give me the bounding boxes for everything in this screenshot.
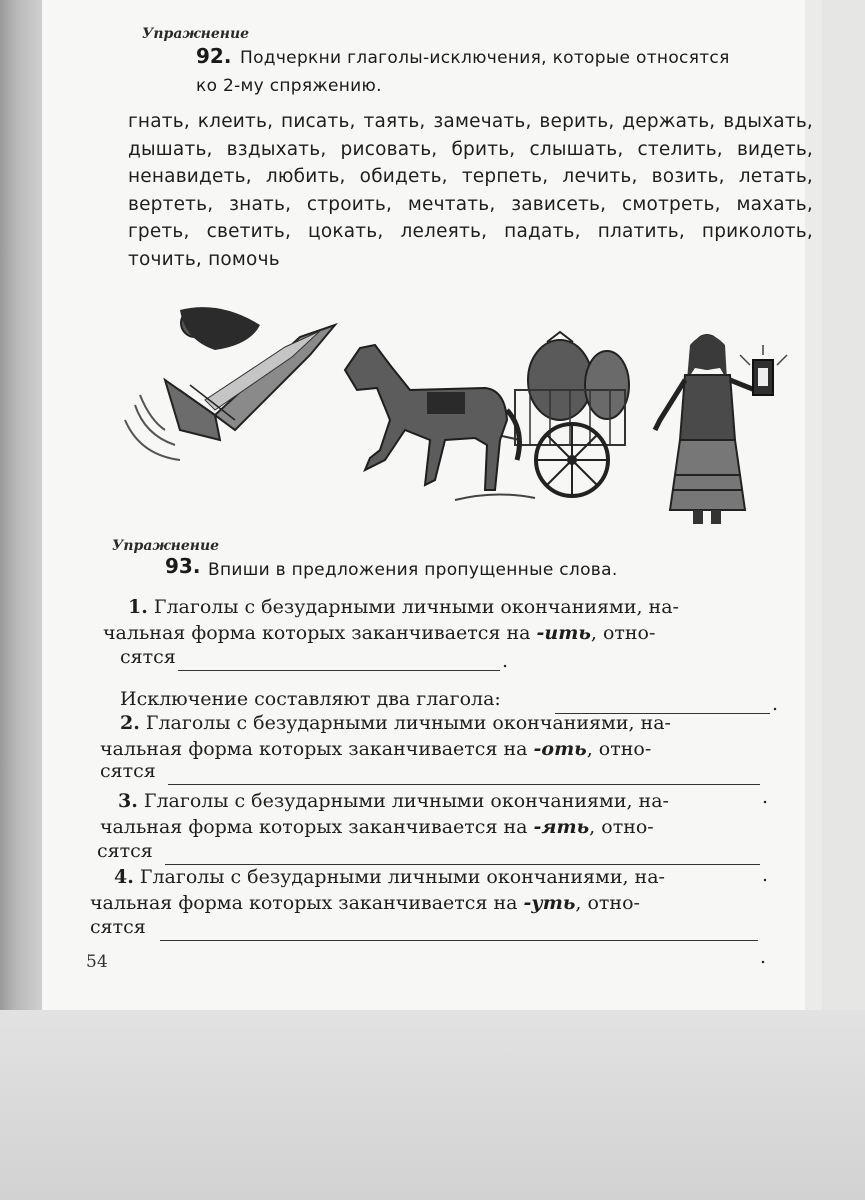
item-1-exception-line: Исключение составляют два глагола:	[120, 688, 501, 710]
item-2-line2: чальная форма которых заканчивается на -оть, отно-	[100, 738, 652, 760]
rocket-illustration	[120, 295, 340, 475]
item-2-line1: 2. Глаголы с безударными личными окончаниями, на-	[120, 712, 671, 734]
item-1-line2: чальная форма которых заканчивается на -ить, отно-	[103, 622, 656, 644]
item-3-line1: 3. Глаголы с безударными личными окончаниями, на-	[118, 790, 669, 812]
item-4-line1: 4. Глаголы с безударными личными окончаниями, на-	[114, 866, 665, 888]
next-page-edge	[805, 0, 865, 1010]
item-3-period: .	[762, 864, 769, 886]
exercise-93-label: Упражнение	[112, 538, 220, 554]
table-surface	[0, 1010, 865, 1200]
page-number: 54	[86, 952, 108, 972]
item-3-line2: чальная форма которых заканчивается на -ять, отно-	[100, 816, 654, 838]
item-2-period: .	[762, 786, 769, 808]
verb-list: гнать, клеить, писать, таять, замечать, верить, держать, вдыхать, дышать, вздыхать, рисовать, брить, слышать, стелить, видеть, ненавидеть, любить, обидеть, терпеть, лечить, возить, летать, вертеть, знать, строить, мечтать, зависеть, смотреть, махать, греть, светить, цокать, лелеять, падать, платить, приколоть, точить, помочь	[128, 111, 813, 270]
item-1-answer-field[interactable]	[178, 670, 500, 671]
exercise-93-number: 93.	[165, 554, 201, 578]
exercise-92-label: Упражнение	[142, 26, 250, 42]
horse-cart-illustration	[335, 330, 635, 505]
exercise-93-task: Впиши в предложения пропущенные слова.	[208, 560, 618, 580]
exercise-92-number: 92.	[196, 44, 232, 68]
girl-with-lantern-illustration	[645, 320, 795, 530]
item-4-answer-field[interactable]	[160, 940, 758, 941]
item-4-line3: сятся	[90, 916, 146, 938]
item-3-answer-field[interactable]	[165, 864, 760, 865]
item-1-period: .	[502, 650, 509, 672]
exercise-92-task-line2: ко 2-му спряжению.	[196, 76, 382, 96]
item-2-line3: сятся	[100, 760, 156, 782]
item-1-line1: 1. Глаголы с безударными личными окончаниями, на-	[128, 596, 679, 618]
item-2-answer-field[interactable]	[168, 784, 760, 785]
item-1-line3: сятся	[120, 646, 176, 668]
item-1-exception-period: .	[772, 693, 779, 715]
item-4-period: .	[760, 946, 767, 968]
book-spine	[0, 0, 42, 1010]
item-4-line2: чальная форма которых заканчивается на -уть, отно-	[90, 892, 640, 914]
exercise-92-task-line1: Подчеркни глаголы-исключения, которые относятся	[240, 48, 730, 68]
item-3-line3: сятся	[97, 840, 153, 862]
